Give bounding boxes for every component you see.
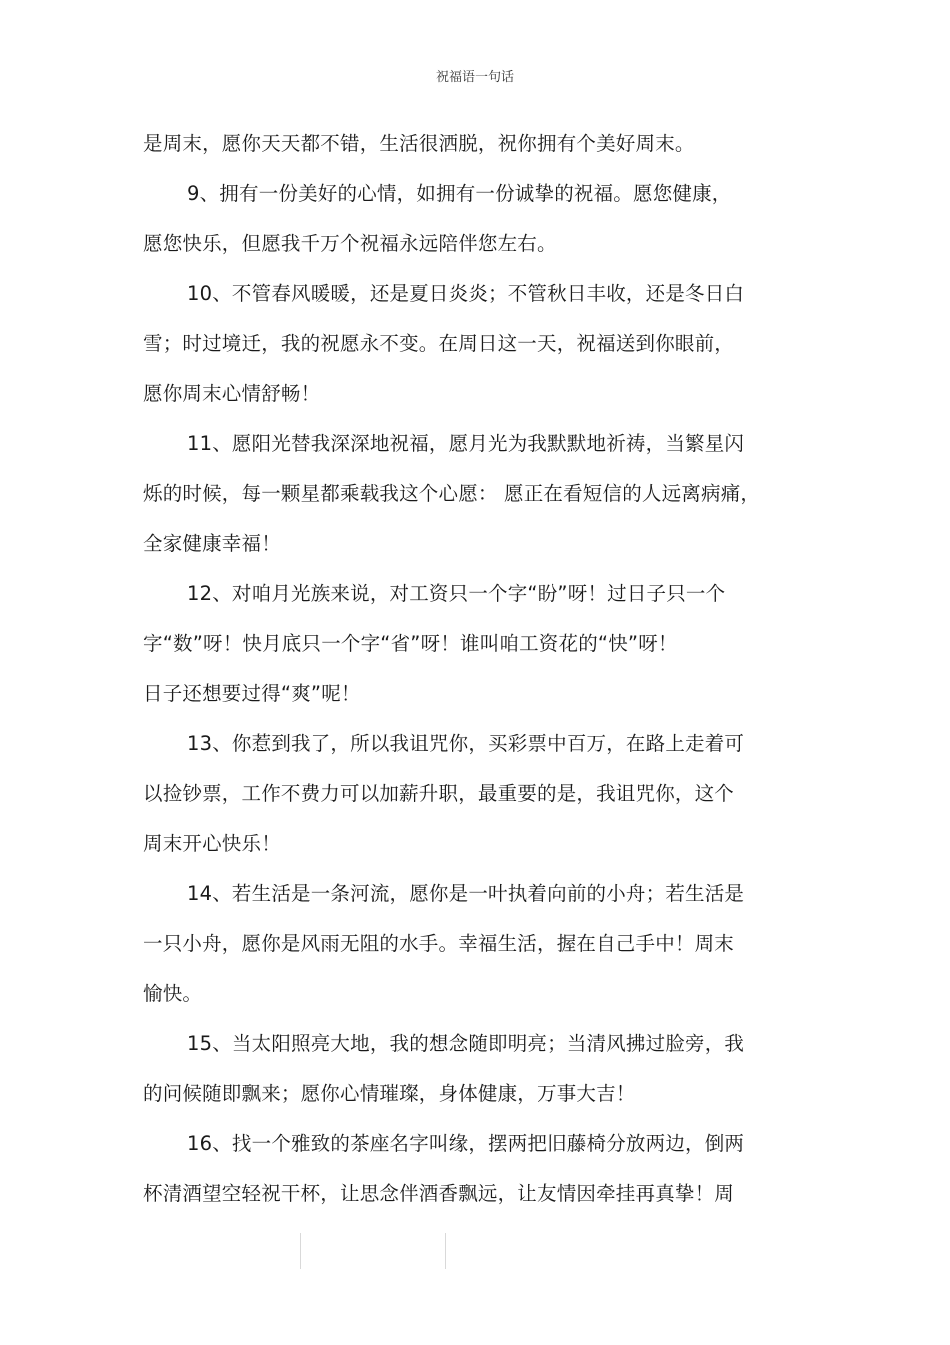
text-line: 15、当太阳照亮大地，我的想念随即明亮；当清风拂过脸旁，我 — [187, 1032, 745, 1055]
text-line: 愉快。 — [143, 982, 203, 1005]
text-line: 12、对咱月光族来说，对工资只一个字“盼”呀！过日子只一个 — [187, 582, 726, 605]
text-line: 是周末，愿你天天都不错，生活很洒脱，祝你拥有个美好周末。 — [143, 132, 695, 155]
text-line: 以捡钞票，工作不费力可以加薪升职，最重要的是，我诅咒你，这个 — [143, 782, 735, 805]
text-line: 13、你惹到我了，所以我诅咒你，买彩票中百万，在路上走着可 — [187, 732, 745, 755]
text-line: 11、愿阳光替我深深地祝福，愿月光为我默默地祈祷，当繁星闪 — [187, 432, 745, 455]
document-body — [143, 119, 793, 1219]
text-line: 愿您快乐，但愿我千万个祝福永远陪伴您左右。 — [143, 232, 557, 255]
footer-divider — [445, 1233, 446, 1269]
text-line: 9、拥有一份美好的心情，如拥有一份诚挚的祝福。愿您健康， — [187, 182, 732, 205]
footer-marks — [0, 1233, 950, 1269]
text-line: 14、若生活是一条河流，愿你是一叶执着向前的小舟；若生活是 — [187, 882, 745, 905]
text-line: 全家健康幸福！ — [143, 532, 281, 555]
text-line: 的问候随即飘来；愿你心情璀璨，身体健康，万事大吉！ — [143, 1082, 636, 1105]
text-line: 16、找一个雅致的茶座名字叫缘，摆两把旧藤椅分放两边，倒两 — [187, 1132, 745, 1155]
page-header: 祝福语一句话 — [435, 70, 514, 85]
footer-divider — [300, 1233, 301, 1269]
text-line: 雪；时过境迁，我的祝愿永不变。在周日这一天，祝福送到你眼前， — [143, 332, 735, 355]
text-line: 一只小舟，愿你是风雨无阻的水手。幸福生活，握在自己手中！周末 — [143, 932, 735, 955]
text-line: 10、不管春风暖暖，还是夏日炎炎；不管秋日丰收，还是冬日白 — [187, 282, 745, 305]
text-line: 周末开心快乐！ — [143, 832, 281, 855]
text-line: 日子还想要过得“爽”呢！ — [143, 682, 361, 705]
text-line: 烁的时候，每一颗星都乘载我这个心愿： 愿正在看短信的人远离病痛， — [143, 482, 761, 505]
text-line: 愿你周末心情舒畅！ — [143, 382, 321, 405]
text-line: 字“数”呀！快月底只一个字“省”呀！谁叫咱工资花的“快”呀！ — [143, 632, 678, 655]
text-line: 杯清酒望空轻祝干杯，让思念伴酒香飘远，让友情因牵挂再真挚！周 — [143, 1182, 735, 1205]
